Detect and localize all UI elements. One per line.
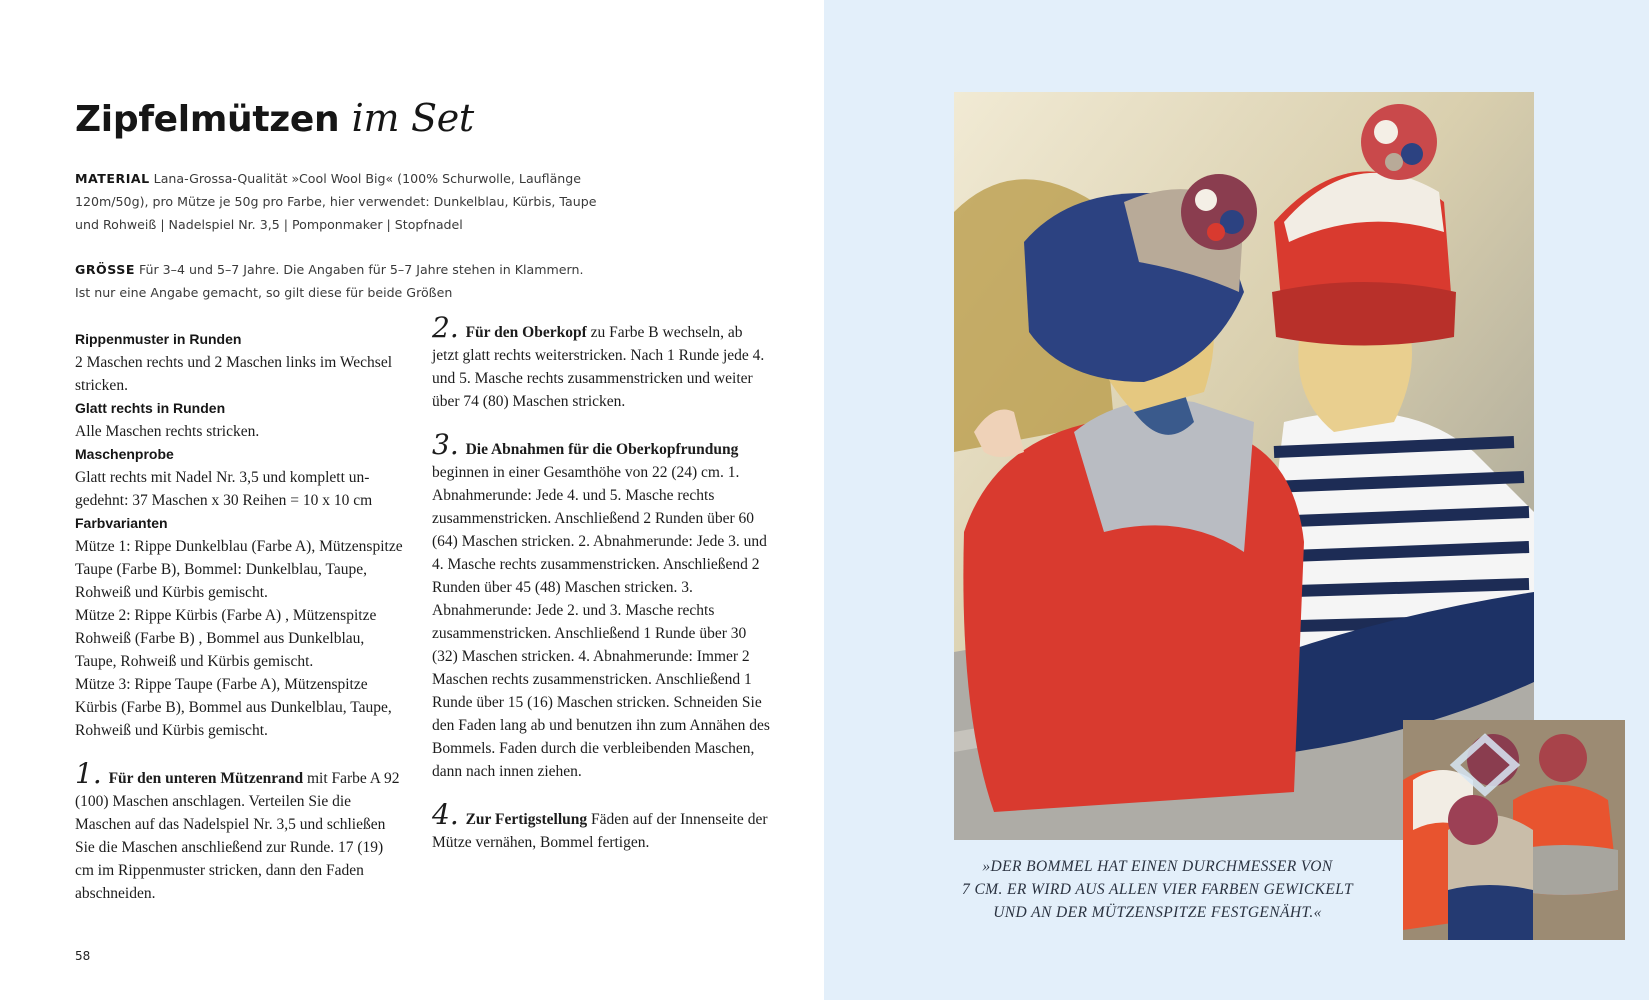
material-line-1: Lana-Grossa-Qualität »Cool Wool Big« (100% Schurwolle, Lauflänge	[153, 171, 582, 186]
title-accent: im Set	[351, 96, 474, 140]
instructions-column-1	[75, 328, 405, 905]
page-number: 58	[75, 949, 91, 963]
step-2-text: zu Farbe B wechseln, ab jetzt glatt rechts weiterstricken. Nach 1 Runde jede 4. und 5. Masche rechts zusammenstricken und weiter über 74 (80) Maschen stricken.	[432, 324, 765, 410]
caption-line-2: 7 CM. ER WIRD AUS ALLEN VIER FARBEN GEWICKELT	[962, 881, 1353, 898]
step-4-number: 4.	[432, 798, 459, 831]
size-label: GRÖSSE	[75, 262, 135, 277]
step-3-text: beginnen in einer Gesamthöhe von 22 (24) cm. 1. Abnahmerunde: Jede 4. und 5. Masche rechts zusammenstricken. Anschließend 2 Runden über 60 (64) Maschen stricken. 2. Abnahmerunde: Jede 3. und 4. Masche rechts zusammenstricken. Anschließend 2 Runden über 45 (48) Maschen stricken. 3. Abnahmerunde: Jede 2. und 3. Masche rechts zusammenstricken. Anschließend 1 Runde über 30 (32) Maschen stricken. 4. Abnahmerunde: Immer 2 Maschen rechts zusammenstricken. Anschließend 1 Runde über 15 (16) Maschen stricken. Schneiden Sie den Faden lang ab und benutzen ihn zum Annähen des Bommels. Faden durch die verbleibenden Maschen, dann nach innen ziehen.	[432, 464, 770, 780]
hat-1-text: Mütze 1: Rippe Dunkelblau (Farbe A), Mützenspitze Taupe (Farbe B), Bommel: Dunkelblau, Taupe, Rohweiß und Kürbis gemischt.	[75, 538, 403, 601]
stockinette-text: Alle Maschen rechts stricken.	[75, 423, 260, 440]
step-1-number: 1.	[75, 757, 102, 790]
hat-3-text: Mütze 3: Rippe Taupe (Farbe A), Mützenspitze Kürbis (Farbe B), Bommel aus Dunkelblau, Taupe, Rohweiß und Kürbis gemischt.	[75, 676, 392, 739]
step-4-heading: Zur Fertigstellung	[465, 811, 588, 828]
rib-text: 2 Maschen rechts und 2 Maschen links im Wechsel stricken.	[75, 354, 393, 394]
step-1-heading: Für den unteren Mützenrand	[108, 770, 304, 787]
instructions-column-2	[432, 311, 772, 854]
step-3-heading: Die Abnahmen für die Oberkopfrundung	[465, 441, 739, 458]
title-main: Zipfelmützen	[75, 99, 340, 140]
page-title	[75, 96, 474, 140]
left-page	[0, 0, 824, 1000]
step-1-text: mit Farbe A 92 (100) Maschen anschlagen. Verteilen Sie die Maschen auf das Nadelspiel Nr. 3,5 und schließen Sie die Maschen anschließend zur Runde. 17 (19) cm im Rippenmuster stricken, dann den Faden abschneiden.	[75, 770, 400, 902]
step-3	[432, 428, 772, 783]
pompom-caption	[950, 855, 1365, 924]
step-2	[432, 311, 772, 413]
rib-heading: Rippenmuster in Runden	[75, 331, 242, 347]
gauge-heading: Maschenprobe	[75, 446, 174, 462]
inset-navy-band	[1448, 885, 1533, 940]
size-line-2: Ist nur eine Angabe gemacht, so gilt diese für beide Größen	[75, 285, 453, 300]
step-1	[75, 757, 405, 905]
stockinette-heading: Glatt rechts in Runden	[75, 400, 226, 416]
size-line-1: Für 3–4 und 5–7 Jahre. Die Angaben für 5–7 Jahre stehen in Klammern.	[138, 262, 584, 277]
material-label: MATERIAL	[75, 171, 150, 186]
material-line-2: 120m/50g), pro Mütze je 50g pro Farbe, hier verwendet: Dunkelblau, Kürbis, Taupe	[75, 194, 597, 209]
step-3-number: 3.	[432, 428, 459, 461]
step-4-text: Fäden auf der Innenseite der Mütze vernähen, Bommel fertigen.	[432, 811, 768, 851]
red-hat-brim	[1272, 282, 1456, 346]
step-4	[432, 798, 772, 854]
caption-line-1: »DER BOMMEL HAT EINEN DURCHMESSER VON	[982, 858, 1333, 875]
inset-pompom-2	[1539, 734, 1587, 782]
size-block	[75, 258, 583, 304]
inset-photo	[1403, 720, 1625, 940]
material-line-3: und Rohweiß | Nadelspiel Nr. 3,5 | Pomponmaker | Stopfnadel	[75, 217, 463, 232]
material-block	[75, 167, 596, 236]
hat-2-text: Mütze 2: Rippe Kürbis (Farbe A) , Mützenspitze Rohweiß (Farbe B) , Bommel aus Dunkelblau, Taupe, Rohweiß und Kürbis gemischt.	[75, 607, 377, 670]
inset-pompom-3	[1448, 795, 1498, 845]
step-2-heading: Für den Oberkopf	[465, 324, 587, 341]
color-variants-heading: Farbvarianten	[75, 515, 168, 531]
gauge-text: Glatt rechts mit Nadel Nr. 3,5 und komplett ungedehnt: 37 Maschen x 30 Reihen = 10 x 10 cm	[75, 469, 373, 509]
caption-line-3: UND AN DER MÜTZENSPITZE FESTGENÄHT.«	[993, 904, 1322, 921]
step-2-number: 2.	[432, 311, 459, 344]
